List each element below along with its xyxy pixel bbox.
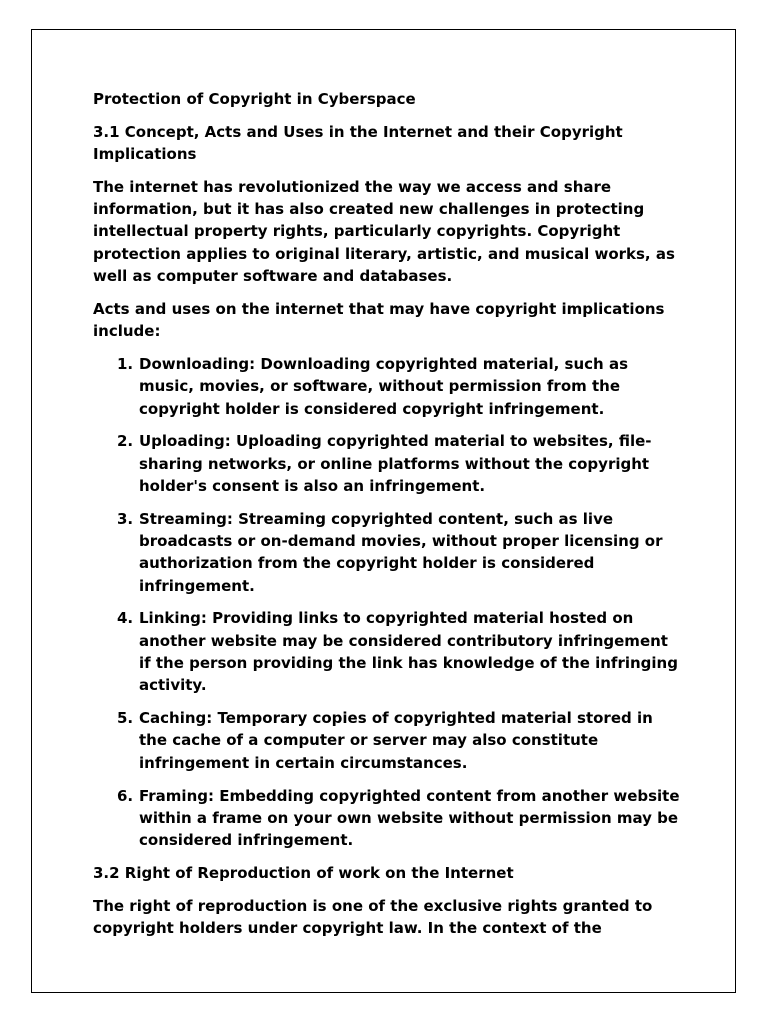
section-3-2-paragraph: The right of reproduction is one of the exclusive rights granted to copyright holders under copyright law. In the context of the <box>93 896 653 937</box>
list-item <box>93 430 683 497</box>
document-body <box>93 88 683 950</box>
list-item <box>93 353 683 420</box>
section-3-2-heading: 3.2 Right of Reproduction of work on the Internet <box>93 863 514 882</box>
list-intro: Acts and uses on the internet that may have copyright implications include: <box>93 299 665 341</box>
document-title: Protection of Copyright in Cyberspace <box>93 90 416 108</box>
list-item-number: 1. <box>117 354 134 373</box>
list-item-number: 2. <box>117 432 134 451</box>
intro-paragraph: The internet has revolutionized the way we access and share information, but it has also created new challenges in protecting intellectual property rights, particularly copyrights. Copyright protection applies to original literary, artistic, and musical works, as well as computer software and databases. <box>93 177 675 286</box>
list-item-number: 6. <box>117 786 134 805</box>
list-item-number: 4. <box>117 609 134 628</box>
list-item-text: Linking: Providing links to copyrighted material hosted on another website may be considered contributory infringement if the person providing the link has knowledge of the infringing activity. <box>139 609 678 695</box>
list-item-text: Downloading: Downloading copyrighted material, such as music, movies, or software, without permission from the copyright holder is considered copyright infringement. <box>139 354 628 418</box>
list-item-text: Uploading: Uploading copyrighted material to websites, file-sharing networks, or online platforms without the copyright holder's consent is also an infringement. <box>139 432 652 495</box>
list-item-text: Caching: Temporary copies of copyrighted material stored in the cache of a computer or server may also constitute infringement in certain circumstances. <box>139 709 653 772</box>
list-item <box>93 607 683 696</box>
section-3-1-heading: 3.1 Concept, Acts and Uses in the Internet and their Copyright Implications <box>93 122 623 164</box>
list-item-number: 5. <box>117 709 134 728</box>
copyright-acts-list <box>93 353 683 851</box>
list-item-number: 3. <box>117 509 134 528</box>
list-item <box>93 707 683 774</box>
list-item-text: Streaming: Streaming copyrighted content, such as live broadcasts or on-demand movies, without proper licensing or authorization from the copyright holder is considered infringement. <box>139 509 663 595</box>
list-item <box>93 508 683 597</box>
list-item-text: Framing: Embedding copyrighted content from another website within a frame on your own website without permission may be considered infringement. <box>139 786 680 850</box>
list-item <box>93 785 683 852</box>
